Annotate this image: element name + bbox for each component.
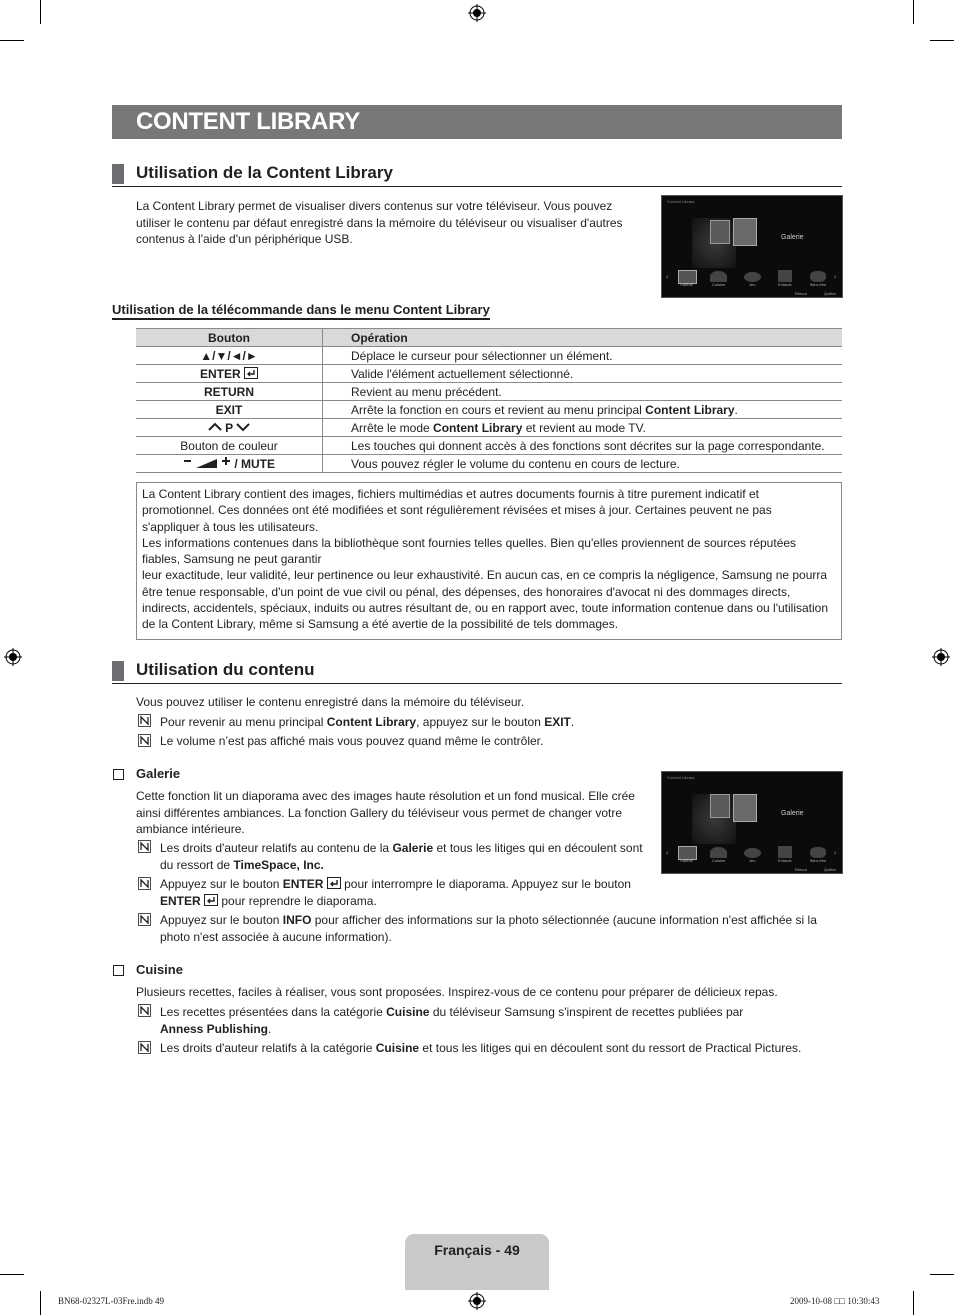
chevron-left-icon: ‹ [666, 274, 669, 281]
note-icon [138, 734, 151, 747]
chevron-left-icon: ‹ [666, 850, 669, 857]
text-fragment: pour afficher des informations sur la photo sélectionnée (aucune information n'est affichée si la photo n'est associée à aucune information). [160, 913, 817, 944]
bold-fragment: Content Library [645, 402, 735, 417]
registration-mark-icon [468, 4, 486, 22]
note-text [160, 714, 840, 731]
channel-label: P [225, 420, 233, 435]
button-cell: EXIT [136, 401, 323, 419]
operation-cell [323, 419, 843, 437]
tile-label: Bien-être [810, 858, 827, 863]
tile-label: Enfants [778, 282, 792, 287]
text-fragment: du téléviseur Samsung s'inspirent de recettes publiées par [429, 1005, 744, 1019]
crop-mark [40, 0, 41, 24]
tile-label: Jeu [749, 858, 756, 863]
tile-icon [710, 847, 727, 858]
page-number-tab [405, 1234, 549, 1290]
button-cell [136, 365, 323, 383]
crop-mark [0, 1274, 24, 1275]
tile-icon [744, 848, 761, 858]
bold-fragment: Galerie [392, 841, 434, 855]
operation-cell: Revient au menu précédent. [323, 383, 843, 401]
note-text [160, 912, 840, 945]
enter-label: ENTER [199, 366, 241, 381]
note-text [160, 1040, 840, 1057]
frame-image [733, 218, 757, 246]
tile-icon [778, 270, 792, 282]
bold-fragment: ENTER [282, 877, 324, 891]
text-fragment: Les droits d'auteur relatifs à la catégorie [160, 1041, 376, 1055]
text-fragment: pour interrompre le diaporama. Appuyez sur le bouton [340, 877, 631, 891]
column-header: Bouton [136, 329, 323, 347]
crop-mark [913, 0, 914, 24]
text-fragment: Arrête la fonction en cours et revient au menu principal [351, 402, 646, 417]
crop-mark [913, 1291, 914, 1315]
bold-fragment: Cuisine [386, 1005, 430, 1019]
crop-mark [0, 40, 24, 41]
chevron-up-icon [208, 422, 222, 432]
disclaimer-box [136, 482, 842, 640]
note-text: Le volume n’est pas affiché mais vous pouvez quand même le contrôler. [160, 734, 544, 748]
note-text [160, 876, 655, 909]
text-fragment: . [570, 715, 575, 729]
table-row [136, 437, 842, 455]
operation-cell [323, 401, 843, 419]
mute-label: / MUTE [234, 456, 275, 471]
column-header: Opération [323, 329, 843, 347]
intro-paragraph: La Content Library permet de visualiser divers contenus sur votre téléviseur. Vous pouvez utiliser le contenu par défaut enregistré dans la mémoire du téléviseur ou visualiser d'autres contenus à l'aide d'un périphérique USB. [136, 199, 623, 246]
disclaimer-paragraph: La Content Library contient des images, fichiers multimédias et autres documents fournis à titre purement indicatif et promotionnel. Ces données ont été modifiées et sont régulièrement révisées et mises à jour. Certaines peuvent ne pas s'appliquer à tous les utilisateurs. [142, 487, 772, 534]
button-cell: ▲/▼/◄/► [136, 347, 323, 365]
volume-icon [183, 457, 231, 469]
section-heading-text: Utilisation du contenu [136, 660, 315, 679]
table-row [136, 455, 842, 473]
cuisine-heading: Cuisine [136, 962, 183, 977]
bold-fragment: TimeSpace, Inc. [233, 857, 324, 872]
note-icon [138, 877, 151, 890]
section-heading-content [112, 661, 842, 684]
crop-mark [930, 40, 954, 41]
page-title: CONTENT LIBRARY [136, 108, 360, 135]
operation-cell: Déplace le curseur pour sélectionner un élément. [323, 347, 843, 365]
text-fragment: , appuyez sur le bouton [416, 715, 545, 729]
text-fragment: pour reprendre le diaporama. [218, 893, 377, 908]
text-fragment: Les recettes présentées dans la catégorie [160, 1005, 387, 1019]
print-slug-left: BN68-02327L-03Fre.indb 49 [58, 1296, 164, 1306]
text-fragment: et revient au mode TV. [522, 420, 646, 435]
bold-fragment: Content Library [326, 715, 417, 729]
screenshot-breadcrumb: Content Library [667, 199, 695, 204]
text-fragment: Appuyez sur le bouton [160, 877, 283, 891]
cuisine-text: Plusieurs recettes, faciles à réaliser, vous sont proposées. Inspirez-vous de ce contenu pour préparer de délicieux repas. [136, 985, 778, 999]
checkbox-bullet-icon [113, 965, 124, 976]
return-hint: Retour [795, 867, 808, 872]
remote-subheading: Utilisation de la télécommande dans le menu Content Library [112, 302, 490, 320]
page-number: Français - 49 [434, 1242, 520, 1258]
text-fragment: Les droits d'auteur relatifs au contenu de la [160, 841, 393, 855]
text-fragment: Arrête le mode [351, 420, 434, 435]
crop-mark [930, 1274, 954, 1275]
text-fragment: . [734, 402, 738, 417]
operation-cell: Les touches qui donnent accès à des fonctions sont décrites sur la page correspondante. [323, 437, 843, 455]
print-slug-right: 2009-10-08 □□ 10:30:43 [790, 1296, 880, 1306]
frame-image [710, 794, 730, 818]
text-fragment: Appuyez sur le bouton [160, 913, 283, 927]
section-heading-text: Utilisation de la Content Library [136, 163, 393, 182]
bold-fragment: ENTER [160, 893, 201, 908]
screenshot-label: Galerie [781, 810, 804, 817]
page-title-bar [112, 105, 842, 139]
galerie-text: Cette fonction lit un diaporama avec des images haute résolution et un fond musical. Elle crée ainsi différentes ambiances. La fonction Gallery du téléviseur vous permet de changer votre ambiance intérieure. [136, 789, 635, 836]
text-fragment: Pour revenir au menu principal [160, 715, 327, 729]
section-marker [112, 661, 124, 681]
tile-label: Cuisine [712, 858, 726, 863]
note-text [160, 1004, 840, 1037]
section-marker [112, 164, 124, 184]
note-icon [138, 913, 151, 926]
text-fragment: . [268, 1021, 272, 1036]
bold-fragment: INFO [282, 913, 312, 927]
tile-icon [710, 271, 727, 282]
tile-icon [810, 847, 826, 858]
frame-image [733, 794, 757, 822]
tile-label: Galerie [680, 858, 693, 863]
button-cell: Bouton de couleur [136, 437, 323, 455]
screenshot-label: Galerie [781, 234, 804, 241]
checkbox-bullet-icon [113, 769, 124, 780]
tile-icon [744, 272, 761, 282]
registration-mark-icon [4, 648, 22, 666]
tile-label: Cuisine [712, 282, 726, 287]
exit-hint: Quitter [824, 867, 837, 872]
table-row [136, 365, 842, 383]
crop-mark [40, 1291, 41, 1315]
table-row [136, 383, 842, 401]
table-row [136, 419, 842, 437]
section-heading-usage [112, 164, 842, 187]
disclaimer-paragraph: Les informations contenues dans la bibliothèque sont fournies telles quelles. Bien qu'elles proviennent de sources réputées fiables, Samsung ne peut garantir [142, 535, 797, 567]
registration-mark-icon [468, 1292, 486, 1310]
tile-label: Galerie [680, 282, 693, 287]
bold-fragment: EXIT [544, 715, 571, 729]
note-icon [138, 840, 151, 853]
bold-fragment: Content Library [433, 420, 523, 435]
note-icon [138, 1041, 151, 1054]
disclaimer-text [142, 486, 832, 633]
operation-cell: Vous pouvez régler le volume du contenu en cours de lecture. [323, 455, 843, 473]
note-icon [138, 1004, 151, 1017]
tile-icon [778, 846, 792, 858]
table-row [136, 347, 842, 365]
note-text [160, 840, 655, 873]
galerie-screenshot [661, 771, 843, 874]
table-header-row [136, 329, 842, 347]
tile-label: Bien-être [810, 282, 827, 287]
enter-icon [204, 894, 218, 906]
operation-cell: Valide l'élément actuellement sélectionné. [323, 365, 843, 383]
chevron-right-icon: › [834, 274, 837, 281]
button-cell [136, 419, 323, 437]
content-library-screenshot [661, 195, 843, 298]
chevron-right-icon: › [834, 850, 837, 857]
chevron-down-icon [236, 422, 250, 432]
tile-icon [810, 271, 826, 282]
return-hint: Retour [795, 291, 808, 296]
tile-label: Jeu [749, 282, 756, 287]
enter-icon [244, 367, 258, 379]
table-row [136, 401, 842, 419]
disclaimer-paragraph: leur exactitude, leur validité, leur pertinence ou leur exhaustivité. En aucun cas, en ce compris la négligence, Samsung ne pourra être tenue responsable, d'un point de vue civil ou pénal, des dépenses, des honoraires d'avocat ni des dommages directs, indirects, accidentels, spéciaux, induits ou autres résultant de, ou en rapport avec, toute information contenue dans ou l'utilisation de la Content Library, même si Samsung a été avertie de la possibilité de tels dommages. [142, 568, 829, 632]
galerie-heading: Galerie [136, 766, 181, 781]
button-cell [136, 455, 323, 473]
remote-button-table [136, 328, 842, 473]
text-fragment: et tous les litiges qui en découlent sont du ressort de [160, 841, 643, 872]
text-fragment: et tous les litiges qui en découlent sont du ressort de Practical Pictures. [419, 1041, 802, 1055]
enter-icon [327, 877, 341, 889]
frame-image [710, 220, 730, 244]
exit-hint: Quitter [824, 291, 837, 296]
bold-fragment: Anness Publishing [160, 1021, 269, 1036]
content-intro: Vous pouvez utiliser le contenu enregistré dans la mémoire du téléviseur. [136, 695, 525, 709]
bold-fragment: Cuisine [375, 1041, 420, 1055]
screenshot-breadcrumb: Content Library [667, 775, 695, 780]
note-icon [138, 714, 151, 727]
button-cell: RETURN [136, 383, 323, 401]
tile-label: Enfants [778, 858, 792, 863]
registration-mark-icon [932, 648, 950, 666]
